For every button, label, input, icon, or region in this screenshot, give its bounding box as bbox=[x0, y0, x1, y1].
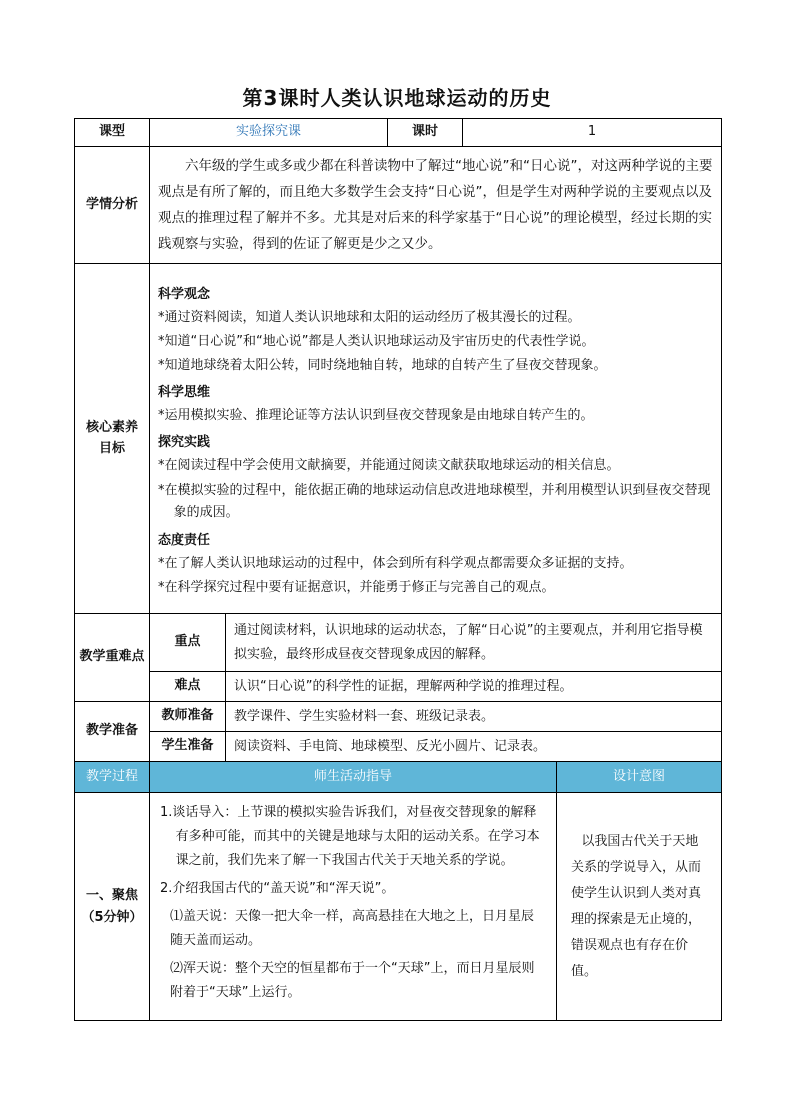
goals-label-line1: 核心素养 bbox=[85, 419, 138, 435]
process-header-stage: 教学过程 bbox=[75, 762, 150, 793]
teacher-prep-label: 教师准备 bbox=[150, 702, 226, 732]
phase-time: （5分钟） bbox=[81, 909, 143, 925]
course-period-label: 课时 bbox=[388, 119, 463, 147]
goals-label-line2: 目标 bbox=[98, 440, 125, 456]
goals-label bbox=[75, 264, 150, 614]
phase-activity bbox=[150, 793, 557, 1021]
goal-item: *通过资料阅读，知道人类认识地球和太阳的运动经历了极其漫长的过程。 bbox=[158, 309, 581, 325]
process-header-intent: 设计意图 bbox=[557, 762, 722, 793]
activity-step: 2.介绍我国古代的“盖天说”和“浑天说”。 bbox=[160, 881, 395, 896]
student-prep-text: 阅读资料、手电筒、地球模型、反光小圆片、记录表。 bbox=[226, 732, 722, 762]
goal-item: *知道地球绕着太阳公转，同时绕地轴自转，地球的自转产生了昼夜交替现象。 bbox=[158, 357, 607, 373]
goal-item: *运用模拟实验、推理论证等方法认识到昼夜交替现象是由地球自转产生的。 bbox=[158, 407, 594, 423]
course-period-value: 1 bbox=[463, 119, 722, 147]
key-point-label: 重点 bbox=[150, 614, 226, 672]
teacher-prep-text: 教学课件、学生实验材料一套、班级记录表。 bbox=[226, 702, 722, 732]
student-prep-label: 学生准备 bbox=[150, 732, 226, 762]
activity-step: 1.谈话导入：上节课的模拟实验告诉我们，对昼夜交替现象的解释有多种可能，而其中的关键是地球与太阳的运动关系。在学习本课之前，我们先来了解一下我国古代关于天地关系的学说。 bbox=[160, 805, 540, 868]
difficult-point-label: 难点 bbox=[150, 672, 226, 702]
difficult-point-text: 认识“日心说”的科学性的证据，理解两种学说的推理过程。 bbox=[226, 672, 722, 702]
goal-item: *知道“日心说”和“地心说”都是人类认识地球运动及宇宙历史的代表性学说。 bbox=[158, 333, 595, 349]
analysis-label: 学情分析 bbox=[75, 147, 150, 264]
page-title: 第3课时人类认识地球运动的历史 bbox=[242, 86, 552, 110]
phase-label bbox=[75, 793, 150, 1021]
goal-heading-concept: 科学观念 bbox=[158, 286, 211, 302]
goal-item: *在模拟实验的过程中，能依据正确的地球运动信息改进地球模型，并利用模型认识到昼夜交替现象的成因。 bbox=[158, 482, 711, 520]
process-header-activity: 师生活动指导 bbox=[150, 762, 557, 793]
lesson-plan-table bbox=[74, 118, 722, 1021]
course-type-label: 课型 bbox=[75, 119, 150, 147]
phase-name: 一、聚焦 bbox=[85, 887, 138, 903]
goal-heading-practice: 探究实践 bbox=[158, 434, 211, 450]
goal-heading-attitude: 态度责任 bbox=[158, 532, 211, 548]
goal-item: *在阅读过程中学会使用文献摘要，并能通过阅读文献获取地球运动的相关信息。 bbox=[158, 457, 620, 473]
activity-substep: ⑵浑天说：整个天空的恒星都布于一个“天球”上，而日月星辰则附着于“天球”上运行。 bbox=[170, 961, 535, 1000]
goal-item: *在科学探究过程中要有证据意识，并能勇于修正与完善自己的观点。 bbox=[158, 579, 555, 595]
phase-intent: 以我国古代关于天地关系的学说导入，从而使学生认识到人类对真理的探索是无止境的，错误观点也有存在价值。 bbox=[557, 793, 722, 1021]
goals-content bbox=[150, 264, 722, 614]
activity-substep: ⑴盖天说：天像一把大伞一样，高高悬挂在大地之上，日月星辰随天盖而运动。 bbox=[170, 909, 535, 948]
analysis-text: 六年级的学生或多或少都在科普读物中了解过“地心说”和“日心说”，对这两种学说的主要观点是有所了解的，而且绝大多数学生会支持“日心说”，但是学生对两种学说的主要观点以及观点的推理过程了解并不多。尤其是对后来的科学家基于“日心说”的理论模型，经过长期的实践观察与实验，得到的佐证了解更是少之又少。 bbox=[150, 147, 722, 264]
prep-label: 教学准备 bbox=[75, 702, 150, 762]
key-point-text: 通过阅读材料，认识地球的运动状态，了解“日心说”的主要观点，并利用它指导模拟实验，最终形成昼夜交替现象成因的解释。 bbox=[226, 614, 722, 672]
goal-item: *在了解人类认识地球运动的过程中，体会到所有科学观点都需要众多证据的支持。 bbox=[158, 555, 633, 571]
goal-heading-thinking: 科学思维 bbox=[158, 384, 211, 400]
course-type-value: 实验探究课 bbox=[150, 119, 388, 147]
keypoints-label: 教学重难点 bbox=[75, 614, 150, 702]
